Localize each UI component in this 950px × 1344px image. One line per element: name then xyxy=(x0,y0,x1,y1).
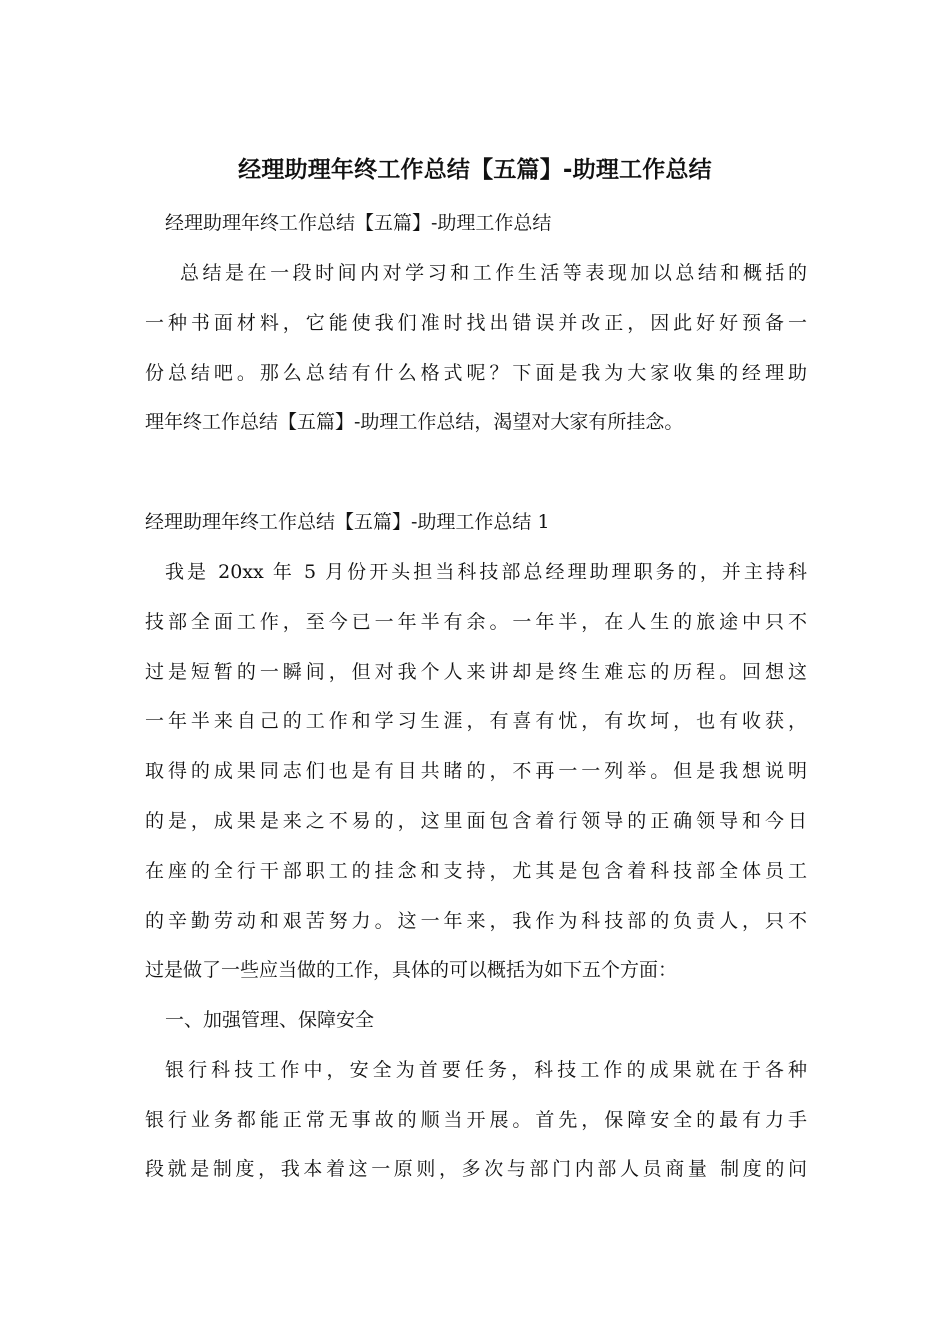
section-paragraph-line-5: 取得的成果同志们也是有目共睹的，不再一一列举。但是我想说明 xyxy=(145,760,807,782)
sub-paragraph-line-1: 银行科技工作中，安全为首要任务，科技工作的成果就在于各种 xyxy=(165,1059,807,1081)
document-title: 经理助理年终工作总结【五篇】-助理工作总结 xyxy=(238,157,712,183)
sub-paragraph-line-3: 段就是制度，我本着这一原则，多次与部门内部人员商量 制度的问 xyxy=(145,1158,807,1180)
section-heading: 经理助理年终工作总结【五篇】-助理工作总结 1 xyxy=(145,511,550,533)
section-paragraph-line-7: 在座的全行干部职工的挂念和支持，尤其是包含着科技部全体员工 xyxy=(145,860,807,882)
section-paragraph-line-4: 一年半来自己的工作和学习生涯，有喜有忧，有坎坷，也有收获， xyxy=(145,710,807,732)
sub-paragraph-line-2: 银行业务都能正常无事故的顺当开展。首先，保障安全的最有力手 xyxy=(145,1109,807,1131)
intro-paragraph-line-4: 理年终工作总结【五篇】-助理工作总结，渴望对大家有所挂念。 xyxy=(145,411,684,433)
intro-paragraph-line-2: 一种书面材料，它能使我们准时找出错误并改正，因此好好预备一 xyxy=(145,312,807,334)
section-paragraph-line-9: 过是做了一些应当做的工作，具体的可以概括为如下五个方面： xyxy=(145,959,678,981)
intro-paragraph-line-1: 总结是在一段时间内对学习和工作生活等表现加以总结和概括的 xyxy=(180,262,807,284)
document-subtitle: 经理助理年终工作总结【五篇】-助理工作总结 xyxy=(165,212,552,234)
section-paragraph-line-1: 我是 20xx 年 5 月份开头担当科技部总经理助理职务的，并主持科 xyxy=(165,561,807,583)
subheading: 一、加强管理、保障安全 xyxy=(165,1009,375,1031)
section-paragraph-line-6: 的是，成果是来之不易的，这里面包含着行领导的正确领导和今日 xyxy=(145,810,807,832)
section-paragraph-line-3: 过是短暂的一瞬间，但对我个人来讲却是终生难忘的历程。回想这 xyxy=(145,661,807,683)
section-paragraph-line-2: 技部全面工作，至今已一年半有余。一年半，在人生的旅途中只不 xyxy=(145,611,807,633)
section-paragraph-line-8: 的辛勤劳动和艰苦努力。这一年来，我作为科技部的负责人，只不 xyxy=(145,910,807,932)
intro-paragraph-line-3: 份总结吧。那么总结有什么格式呢？下面是我为大家收集的经理助 xyxy=(145,362,807,384)
